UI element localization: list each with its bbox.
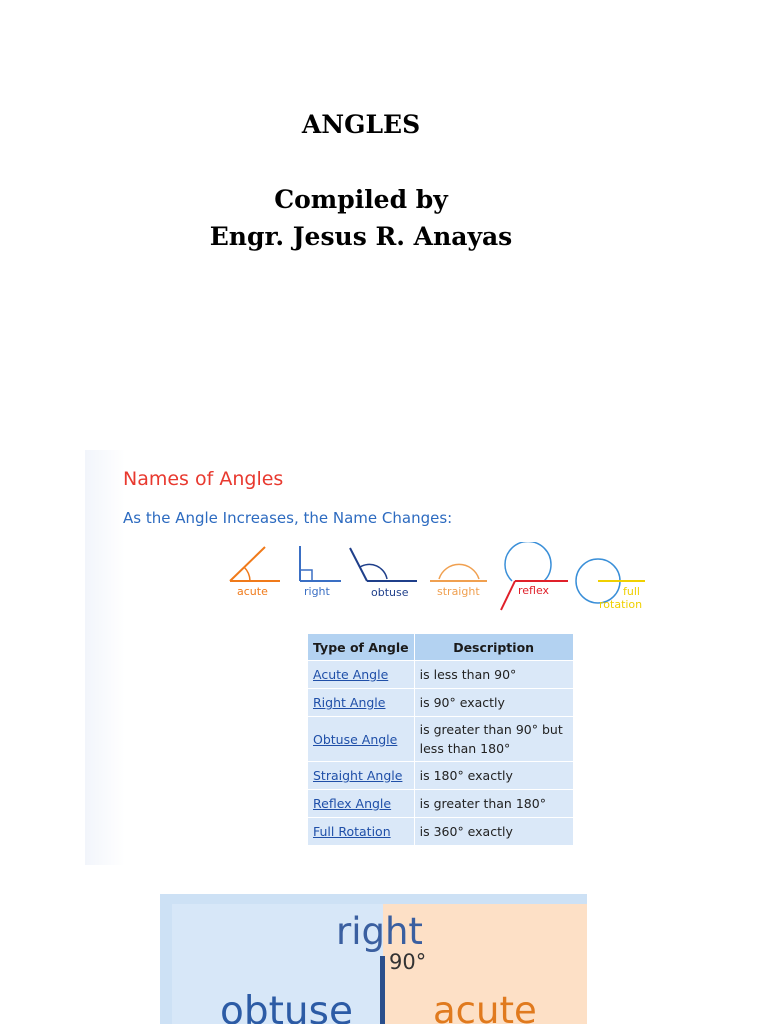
angles-table <box>307 633 574 846</box>
straight-angle-link[interactable]: Straight Angle <box>308 762 415 790</box>
panel-heading: Names of Angles <box>123 468 284 490</box>
table-row <box>308 661 574 689</box>
acute-angle-link[interactable]: Acute Angle <box>308 661 415 689</box>
full-label: full <box>623 585 640 598</box>
full-rotation-link[interactable]: Full Rotation <box>308 818 415 846</box>
panel-subheading: As the Angle Increases, the Name Changes: <box>123 509 453 527</box>
table-row <box>308 818 574 846</box>
obtuse-angle-link[interactable]: Obtuse Angle <box>308 717 415 762</box>
table-row <box>308 790 574 818</box>
table-cell-description: is 180° exactly <box>414 762 573 790</box>
right-angle-icon <box>300 546 341 598</box>
column-header-description: Description <box>414 634 573 661</box>
reflex-label: reflex <box>518 584 550 597</box>
column-header-type: Type of Angle <box>308 634 415 661</box>
author-name: Engr. Jesus R. Anayas <box>209 222 513 251</box>
right-word: right <box>336 910 423 953</box>
table-cell-description: is 90° exactly <box>414 689 573 717</box>
obtuse-label: obtuse <box>371 586 409 599</box>
reflex-angle-link[interactable]: Reflex Angle <box>308 790 415 818</box>
table-cell-description: is greater than 180° <box>414 790 573 818</box>
obtuse-angle-icon <box>350 548 417 599</box>
angle-diagram-image <box>160 894 587 1024</box>
straight-label: straight <box>437 585 480 598</box>
document-title: ANGLES <box>301 110 421 139</box>
reflex-angle-icon <box>501 542 568 610</box>
straight-angle-icon <box>430 564 487 598</box>
rotation-label: rotation <box>599 598 643 611</box>
names-of-angles-panel <box>85 450 650 865</box>
compiled-by-label: Compiled by <box>274 185 448 214</box>
right-angle-link[interactable]: Right Angle <box>308 689 415 717</box>
acute-angle-icon <box>230 547 280 598</box>
right-label: right <box>304 585 330 598</box>
ninety-degrees-label: 90° <box>389 950 427 974</box>
table-row <box>308 762 574 790</box>
acute-label: acute <box>237 585 268 598</box>
table-row <box>308 689 574 717</box>
table-header-row <box>308 634 574 661</box>
table-cell-description: is greater than 90° but less than 180° <box>414 717 573 762</box>
angles-figure <box>225 542 650 612</box>
right-angle-line <box>380 956 385 1024</box>
obtuse-word: obtuse <box>220 989 353 1024</box>
full-rotation-icon <box>576 559 645 611</box>
acute-word: acute <box>433 989 537 1024</box>
table-cell-description: is 360° exactly <box>414 818 573 846</box>
table-row <box>308 717 574 762</box>
table-cell-description: is less than 90° <box>414 661 573 689</box>
